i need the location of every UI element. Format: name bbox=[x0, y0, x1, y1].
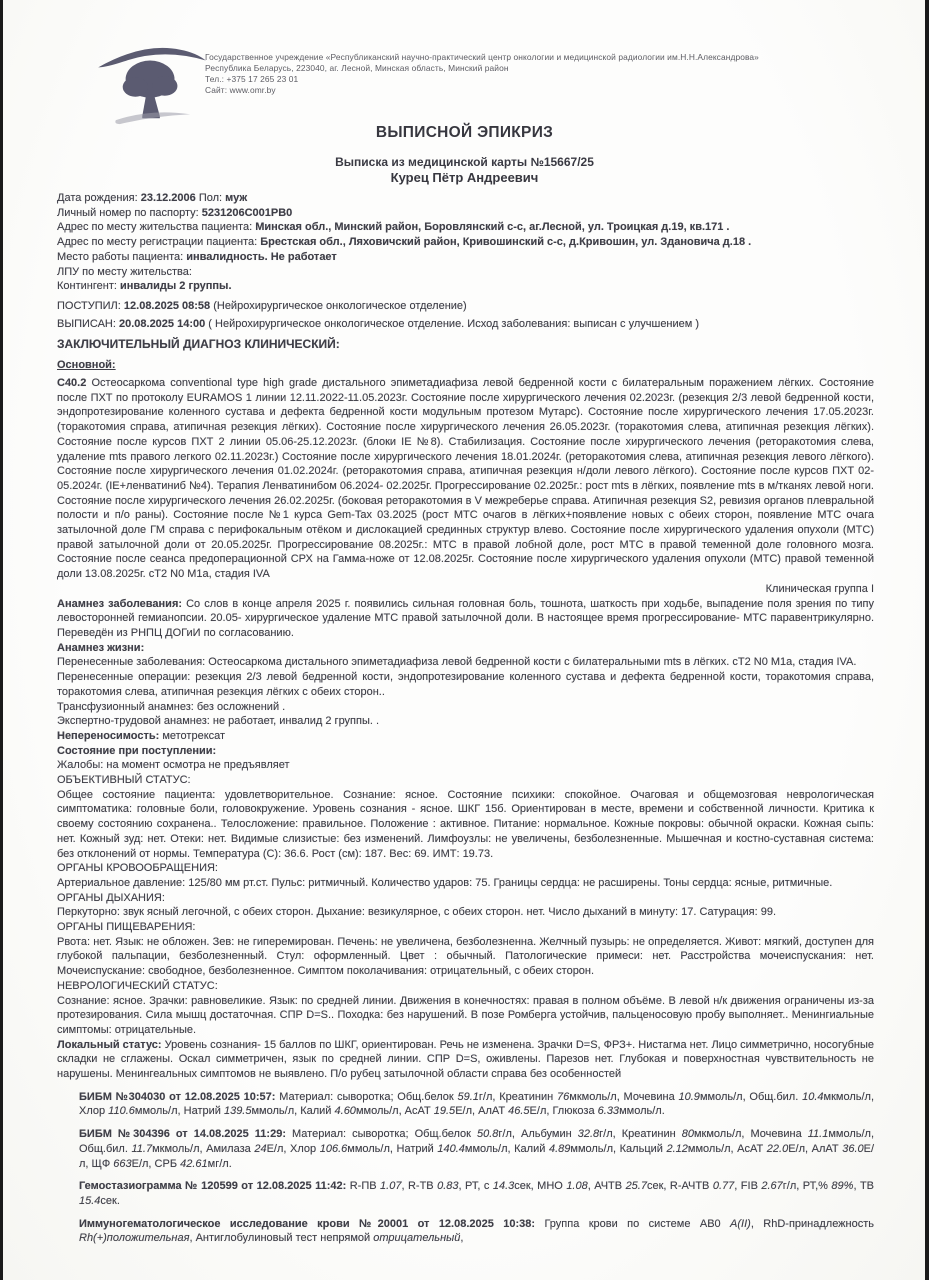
text-segment: 25.7 bbox=[625, 1180, 647, 1193]
text-segment: ммоль/л, АсАТ bbox=[355, 1105, 434, 1118]
diagnosis-paragraph bbox=[57, 376, 874, 582]
text-segment: Адрес по месту регистрации пациента: bbox=[57, 236, 261, 249]
text-segment: 11.7 bbox=[131, 1142, 153, 1155]
text-segment: 2.12 bbox=[666, 1142, 688, 1155]
text-segment: ммоль/л, Кальций bbox=[570, 1142, 667, 1155]
text-segment: НЕВРОЛОГИЧЕСКИЙ СТАТУС: bbox=[57, 979, 218, 992]
text-segment: 22.0 bbox=[766, 1142, 789, 1155]
text-segment: Минская обл., Минский район, Боровлянский с-с, аг.Лесной, ул. Троицкая д.19, кв.171 . bbox=[255, 221, 730, 234]
lab-bibm-304030 bbox=[57, 1090, 874, 1119]
text-segment: , RhD-принадлежность bbox=[750, 1217, 875, 1230]
text-segment: Непереносимость: bbox=[57, 729, 163, 742]
text-segment: Перенесенные заболевания: Остеосаркома дистального эпиметадиафиза левой бедренной кости с билатеральными mts в лёгких. сТ2 N0 M1a, стадия IVA. bbox=[57, 656, 857, 669]
text-segment: Группа крови по системе AB0 bbox=[544, 1217, 731, 1230]
respiration-heading bbox=[57, 891, 874, 906]
text-segment: г/л, Альбумин bbox=[498, 1128, 578, 1141]
text-segment: метотрексат bbox=[162, 729, 226, 742]
discharged-line bbox=[57, 317, 874, 332]
text-segment: ммоль/л, Калий bbox=[251, 1105, 335, 1118]
admission-state-heading bbox=[57, 744, 874, 759]
text-segment: мкмоль/л, Хлор bbox=[79, 1090, 874, 1118]
text-segment: , R-ТВ bbox=[401, 1180, 438, 1193]
text-segment: (Нейрохирургическое онкологическое отделение) bbox=[210, 299, 467, 312]
past-operations-line bbox=[57, 670, 874, 699]
text-segment: С40.2 bbox=[57, 377, 87, 390]
text-segment: 139.5 bbox=[223, 1105, 252, 1118]
text-segment: ЛПУ по месту жительства: bbox=[57, 265, 192, 278]
text-segment: Е/л, АлАТ bbox=[455, 1105, 509, 1118]
text-segment: 36.0 bbox=[842, 1142, 864, 1155]
text-segment: ммоль/л, Общ.бил. bbox=[699, 1090, 803, 1103]
text-segment: отрицательный bbox=[373, 1232, 461, 1245]
text-segment: 46.5 bbox=[508, 1105, 530, 1118]
text-segment: 14.3 bbox=[492, 1180, 515, 1193]
text-segment: Rh(+)положительная bbox=[79, 1232, 190, 1245]
intolerance-line bbox=[57, 729, 874, 744]
text-segment: г/л, Креатинин bbox=[599, 1128, 682, 1141]
respiration-line bbox=[57, 905, 874, 920]
text-segment: Перенесенные операции: резекция 2/3 левой бедренной кости, эндопротезирование коленного сустава и дефекта бедренной кости, торакотомия справа, торакотомия слева, атипичная резекция лёгких с обеих сторон.. bbox=[57, 671, 874, 698]
text-segment: ЗАКЛЮЧИТЕЛЬНЫЙ ДИАГНОЗ КЛИНИЧЕСКИЙ: bbox=[57, 337, 340, 352]
text-segment: , РТ, с bbox=[458, 1180, 493, 1193]
text-segment: муж bbox=[225, 192, 248, 204]
circulation-heading bbox=[57, 861, 874, 876]
text-segment: 5231206C001PB0 bbox=[201, 206, 293, 219]
birth-date-line bbox=[57, 191, 874, 206]
text-segment: ВЫПИСАН: bbox=[57, 317, 119, 330]
text-segment: Иммуногематологическое исследование крови №20001 от 12.08.2025 10:38: bbox=[79, 1217, 545, 1230]
document-title: ВЫПИСНОЙ ЭПИКРИЗ bbox=[375, 124, 554, 141]
text-segment: ОБЪЕКТИВНЫЙ СТАТУС: bbox=[57, 774, 191, 787]
text-segment: , FIB bbox=[734, 1180, 762, 1193]
text-segment: инвалиды 2 группы. bbox=[119, 280, 232, 293]
text-segment: мг/л. bbox=[207, 1157, 232, 1170]
text-segment: Контингент: bbox=[57, 280, 120, 293]
document-body bbox=[57, 191, 874, 1246]
text-segment: мкмоль/л, Мочевина bbox=[693, 1128, 808, 1141]
clinical-group-line bbox=[57, 582, 874, 597]
text-segment: 76 bbox=[557, 1090, 570, 1103]
text-segment: , Антиглобулиновый тест непрямой bbox=[189, 1232, 374, 1245]
text-segment: 0.77 bbox=[712, 1180, 735, 1193]
past-diseases-line bbox=[57, 655, 874, 670]
digestion-paragraph bbox=[57, 935, 874, 979]
objective-status-paragraph bbox=[57, 788, 874, 862]
lpu-line bbox=[57, 265, 874, 280]
final-diagnosis-heading bbox=[57, 336, 874, 353]
text-segment: ммоль/л, Натрий bbox=[134, 1105, 224, 1118]
text-segment: Остеосаркома conventional type high grade дистального эпиметадиафиза левой бедренной кости с билатеральным поражением лёгких. Состояние после ПХТ по протоколу EURAMOS 1 линии 12.11.2022-11.05.2023г. Состояние после хирургического лечения 02.2023г. (резекция 2/3 левой бедренной кости, эндопротезирование коленного сустава и дефекта бедренной кости модульным протезом Мутарс). Состояние после хирургического лечения 17.05.2023г. (торакотомия справа, атипичная резекция лёгких). Состояние после хирургического лечения 26.05.2023г. (торакотомия слева, атипичная резекция лёгких). Состояние после курсов ПХТ 2 линии 05.06-25.12.2023г. (блоки IE №8). Стабилизация. Состояние после хирургического лечения (реторакотомия слева, удаление mts правого легкого 02.11.2023г.) Состояние после хирургического лечения 18.01.2024г. (реторакотомия слева, атипичная резекция левого лёгкого). Состояние после хирургического лечения 01.02.2024г. (реторакотомия справа, атипичная резекция н/доли левого лёгкого). Состояние после курсов ПХТ 02-05.2024г. (IE+ленватиниб №4). Терапия Ленватинибом 06.2024- 02.2025г. Прогрессирование 02.2025г.: рост mts в лёгких, появление mts в м/тканях левой ноги. Состояние после хирургического лечения 26.02.2025г. (боковая реторакотомия в V межреберье справа. Атипичная резекция S2, ревизия органов плевральной полости и п/о раны). Состояние после №1 курса Gem-Tax 03.2025 (рост МТС очагов в лёгких+появление новых с обеих сторон, появление МТС очага затылочной доле ГМ справа с перифокальным отёком и дислокацией срединных структур влево. Состояние после хирургического удаления опухоли (МТС) правой затылочной доли от 20.05.2025г. Прогрессирование 08.2025г.: МТС в правой лобной доле, рост МТС в правой теменной доле головного мозга. Состояние после сеанса предоперационной СРХ на Гамма-ноже от 12.08.2025г. Состояние после хирургического удаления опухоли (МТС) правой теменной доли 13.08.2025г. сТ2 N0 M1a, стадия IVA bbox=[57, 377, 874, 581]
text-segment: БИБМ №304030 от 12.08.2025 10:57: bbox=[79, 1090, 280, 1103]
complaints-line bbox=[57, 758, 874, 773]
text-segment: ммоль/л, Калий bbox=[464, 1142, 549, 1155]
text-segment: Со слов в конце апреля 2025 г. появились сильная головная боль, тошнота, шаткость при ходьбе, выпадение поля зрения по типу левосторонней гемианопсии. 20.05- хирургическое удаление МТС правой затылочной доли. В настоящее время прогрессирование- МТС паравентрикулярно. Переведён из РНПЦ ДОГиИ по согласованию. bbox=[57, 597, 874, 639]
text-segment: Адрес по месту жительства пациента: bbox=[57, 221, 256, 234]
text-segment: R-ПВ bbox=[349, 1180, 381, 1193]
text-segment: Гемостазиограмма № 120599 от 12.08.2025 11:42: bbox=[79, 1180, 350, 1193]
text-segment: Рвота: нет. Язык: не обложен. Зев: не гиперемирован. Печень: не увеличена, безболезненна. Желчный пузырь: не определяется. Живот: мягкий, доступен для глубокой пальпации, безболезненный. Стул: оформленный. Цвет : обычный. Патологические примеси: нет. Расстройства мочеиспускания: нет. Мочеиспускание: свободное, безболезненное. Симптом поколачивания: отрицательный, с обеих сторон. bbox=[57, 935, 874, 978]
text-segment: 1.08 bbox=[566, 1180, 588, 1193]
text-segment: Экспертно-трудовой анамнез: не работает, инвалид 2 группы. . bbox=[57, 715, 380, 728]
workplace-line bbox=[57, 250, 874, 265]
text-segment: 4.89 bbox=[548, 1142, 571, 1155]
text-segment: 0.83 bbox=[437, 1180, 459, 1193]
address-registration-line bbox=[57, 235, 874, 250]
text-segment: Трансфузионный анамнез: без осложнений . bbox=[57, 700, 286, 713]
text-segment: , ТВ bbox=[853, 1180, 875, 1193]
text-segment: Материал: сыворотка; Общ.белок bbox=[292, 1128, 477, 1141]
text-segment: г/л, РТ,% bbox=[782, 1180, 832, 1193]
text-segment: Общее состояние пациента: удовлетворительное. Сознание: ясное. Состояние психики: спокойное. Очаговая и общемозговая неврологическая симптоматика: головные боли, головокружение. Уровень сознания - ясное. ШКГ 15б. Ориентирован в месте, времени и собственной личности. Критика к своему состоянию сохранена.. Телосложение: правильное. Положение : активное. Питание: нормальное. Кожные покровы: обычной окраски. Кожная сыпь: нет. Кожный зуд: нет. Отеки: нет. Видимые слизистые: без изменений. Лимфоузлы: не увеличены, безболезненные. Мышечная и костно-суставная система: без отклонений от нормы. Температура (С): 36.6. Рост (см): 187. Вес: 69. ИМТ: 19.73. bbox=[57, 788, 874, 860]
org-name-line: Государственное учреждение «Республиканский научно-практический центр онкологии и медицинской радиологии им.Н.Н.Александрова» bbox=[205, 52, 759, 62]
text-segment: сек, R-АЧТВ bbox=[646, 1180, 713, 1193]
organization-header bbox=[205, 52, 845, 96]
text-segment: Основной: bbox=[57, 359, 116, 372]
text-segment: Жалобы: на момент осмотра не предъявляет bbox=[57, 759, 290, 772]
org-site-line: Сайт: www.omr.by bbox=[205, 85, 276, 95]
digestion-heading bbox=[57, 920, 874, 935]
text-segment: Е/л, СРБ bbox=[131, 1157, 181, 1170]
scan-edge-left bbox=[0, 0, 3, 1280]
text-segment: Анамнез заболевания: bbox=[57, 597, 187, 610]
text-segment: 4.60 bbox=[334, 1105, 356, 1118]
text-segment: ПОСТУПИЛ: bbox=[57, 299, 124, 312]
contingent-line bbox=[57, 279, 874, 294]
text-segment: Е/л, Глюкоза bbox=[529, 1105, 598, 1118]
text-segment: Личный номер по паспорту: bbox=[57, 206, 202, 219]
text-segment: 6.33 bbox=[597, 1105, 620, 1118]
text-segment: Состояние при поступлении: bbox=[57, 744, 217, 757]
text-segment: 89% bbox=[831, 1180, 854, 1193]
text-segment: Е/л, Хлор bbox=[266, 1142, 320, 1155]
text-segment: ммоль/л, Натрий bbox=[347, 1142, 438, 1155]
text-segment: Пол: bbox=[195, 192, 226, 204]
address-residence-line bbox=[57, 220, 874, 235]
text-segment: ОРГАНЫ КРОВООБРАЩЕНИЯ: bbox=[57, 862, 218, 875]
text-segment: 80 bbox=[681, 1128, 694, 1141]
text-segment: 42.61 bbox=[180, 1157, 208, 1170]
text-segment: 663 bbox=[113, 1157, 132, 1170]
text-segment: Артериальное давление: 125/80 мм рт.ст. Пульс: ритмичный. Количество ударов: 75. Границы сердца: не расширены. Тоны сердца: ясные, ритмичные. bbox=[57, 876, 833, 889]
text-segment: сек. bbox=[100, 1195, 120, 1207]
text-segment: 15.4 bbox=[79, 1195, 101, 1207]
text-segment: 1.07 bbox=[380, 1180, 402, 1193]
circulation-line bbox=[57, 876, 874, 891]
local-status-paragraph bbox=[57, 1038, 874, 1082]
text-segment: 50.8 bbox=[477, 1128, 499, 1141]
text-segment: Е/л, ЩФ bbox=[79, 1142, 875, 1170]
neurological-status-paragraph bbox=[57, 994, 874, 1038]
text-segment: Уровень сознания- 15 баллов по ШКГ, ориентирован. Речь не изменена. Зрачки D=S, ФРЗ+. Нистагма нет. Лицо симметрично, носогубные складки не сглажены. Оскал симметричен, язык по средней линии. СПР D=S, оживлены. Парезов нет. Глубокая и поверхностная чувствительность не нарушены. Менингеальных симптомов не выявлено. П/о рубец затылочной области справа без особенностей bbox=[57, 1038, 874, 1081]
admitted-line bbox=[57, 299, 874, 314]
text-segment: ммоль/л, Общ.бил. bbox=[79, 1128, 874, 1155]
text-segment: Сознание: ясное. Зрачки: равновеликие. Язык: по средней линии. Движения в конечностях: правая в полном объёме. В левой н/к движения ограничены из-за протезирования. Сила мышц достаточная. СПР D=S.. Походка: без нарушений. В позе Ромберга устойчив, пальценосовую пробу выполняет.. Менингиальные симптомы: отрицательные. bbox=[57, 994, 874, 1036]
medical-card-number: Выписка из медицинской карты №15667/25 bbox=[335, 155, 594, 169]
text-segment: , АЧТВ bbox=[587, 1180, 626, 1193]
text-segment: 11.1 bbox=[807, 1128, 829, 1141]
text-segment: 20.08.2025 14:00 bbox=[118, 317, 206, 330]
text-segment: 23.12.2006 bbox=[140, 192, 196, 204]
org-phone-line: Тел.: +375 17 265 23 01 bbox=[205, 74, 299, 84]
text-segment: г/л, Креатинин bbox=[478, 1090, 557, 1103]
text-segment: Брестская обл., Ляховичский район, Кривошинский с-с, д.Кривошин, ул. Здановича д.18 . bbox=[260, 236, 752, 249]
text-segment: ОРГАНЫ ПИЩЕВАРЕНИЯ: bbox=[57, 921, 196, 934]
text-segment: Анамнез жизни: bbox=[57, 641, 145, 654]
text-segment: Материал: сыворотка; Общ.белок bbox=[279, 1090, 458, 1103]
text-segment: Место работы пациента: bbox=[57, 250, 187, 263]
objective-status-heading bbox=[57, 773, 874, 788]
neurological-status-heading bbox=[57, 979, 874, 994]
disease-anamnesis-paragraph bbox=[57, 597, 874, 641]
text-segment: 32.8 bbox=[577, 1128, 600, 1141]
text-segment: Дата рождения: bbox=[57, 192, 141, 204]
scan-edge-right bbox=[925, 0, 929, 1280]
text-segment: БИБМ №304396 от 14.08.2025 11:29: bbox=[79, 1128, 293, 1141]
text-segment: 106.6 bbox=[319, 1142, 348, 1155]
lab-bibm-304396 bbox=[57, 1127, 874, 1171]
text-segment: ммоль/л, АсАТ bbox=[687, 1142, 767, 1155]
text-segment: инвалидность. Не работает bbox=[186, 250, 337, 263]
transfusion-anamnesis-line bbox=[57, 700, 874, 715]
text-segment: ммоль/л. bbox=[619, 1105, 665, 1118]
text-segment: 2.67 bbox=[761, 1180, 783, 1193]
text-segment: ОРГАНЫ ДЫХАНИЯ: bbox=[57, 891, 165, 904]
passport-number-line bbox=[57, 206, 874, 221]
org-address-line: Республика Беларусь, 223040, аг. Лесной, Минская область, Минский район bbox=[205, 63, 509, 73]
primary-diagnosis-subheading bbox=[57, 358, 874, 373]
text-segment: Перкуторно: звук ясный легочной, с обеих сторон. Дыхание: везикулярное, с обеих сторон. нет. Число дыханий в минуту: 17. Сатурация: 99. bbox=[57, 906, 777, 919]
life-anamnesis-heading bbox=[57, 641, 874, 656]
oncology-center-tree-logo-icon bbox=[94, 40, 212, 128]
text-segment: 59.1 bbox=[457, 1090, 479, 1103]
text-segment: ( Нейрохирургическое онкологическое отделение. Исход заболевания: выписан с улучшением ) bbox=[205, 317, 700, 330]
text-segment: , bbox=[460, 1232, 464, 1245]
text-segment: мкмоль/л, Амилаза bbox=[152, 1142, 255, 1155]
text-segment: мкмоль/л, Мочевина bbox=[569, 1090, 679, 1103]
text-segment: Локальный статус: bbox=[57, 1038, 165, 1051]
text-segment: 10.9 bbox=[678, 1090, 700, 1103]
lab-immunohematology bbox=[57, 1217, 874, 1246]
text-segment: 110.6 bbox=[108, 1105, 135, 1118]
text-segment: сек, МНО bbox=[514, 1180, 567, 1193]
work-anamnesis-line bbox=[57, 714, 874, 729]
lab-hemostasiogram bbox=[57, 1179, 874, 1208]
text-segment: 12.08.2025 08:58 bbox=[123, 299, 211, 312]
text-segment: 24 bbox=[254, 1142, 267, 1155]
text-segment: A(II) bbox=[730, 1217, 751, 1230]
text-segment: 19.5 bbox=[433, 1105, 456, 1118]
text-segment: 140.4 bbox=[437, 1142, 465, 1155]
text-segment: 10.4 bbox=[802, 1090, 824, 1103]
text-segment: Клиническая группа I bbox=[765, 582, 874, 595]
text-segment: Е/л, АлАТ bbox=[788, 1142, 843, 1155]
patient-name: Курец Пётр Андреевич bbox=[390, 170, 539, 185]
